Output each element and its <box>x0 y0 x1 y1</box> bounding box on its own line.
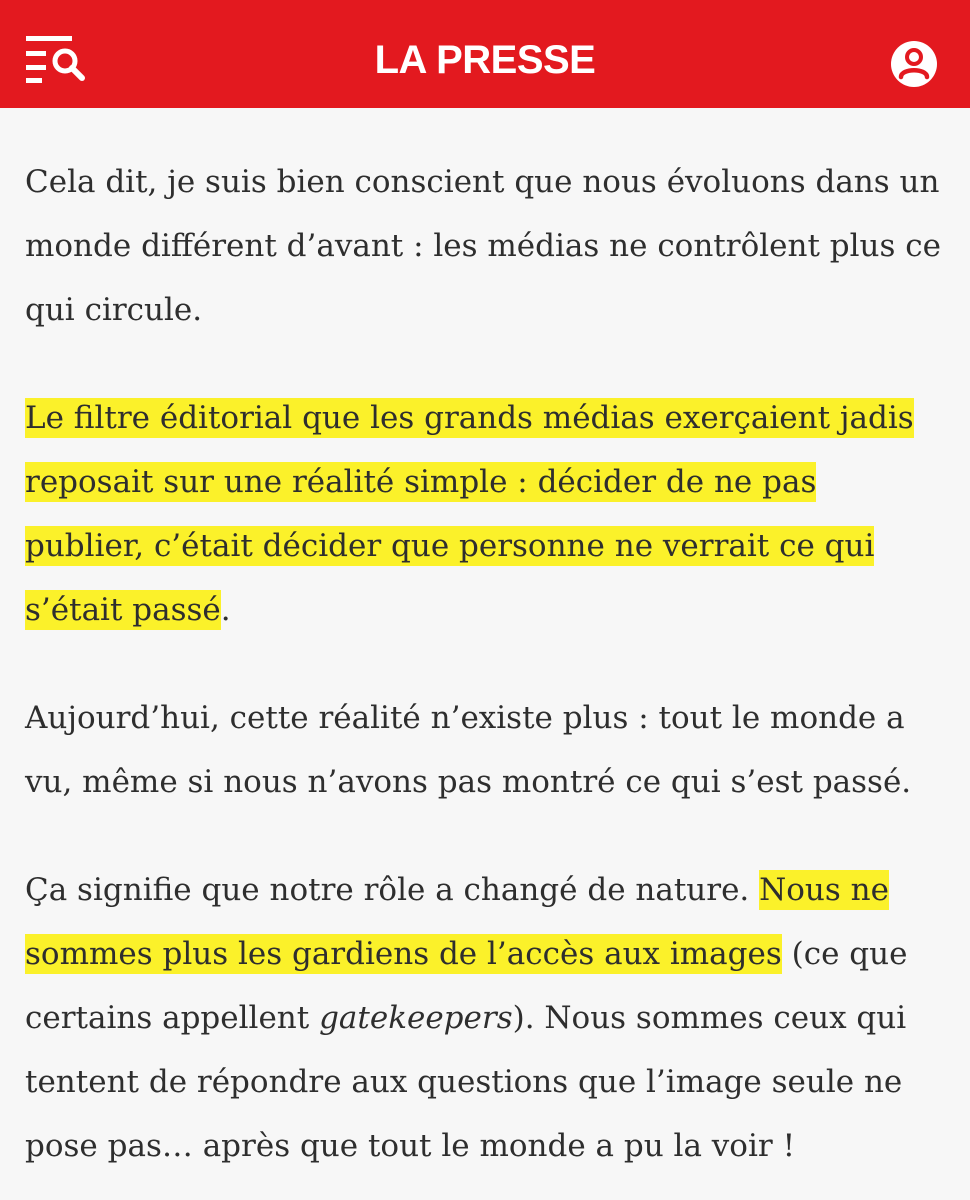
user-account-icon <box>890 40 938 88</box>
paragraph-text: . <box>220 592 231 628</box>
article-paragraph-3 <box>25 686 945 814</box>
article-paragraph-4 <box>25 858 945 1178</box>
paragraph-text: Aujourd’hui, cette réalité n’existe plus : tout le monde a vu, même si nous n’avons pas montré ce qui s’est passé. <box>25 700 912 800</box>
paragraph-text: ). Nous sommes ceux qui tentent de répondre aux questions que l’image seule ne pose pas… après que tout le monde a pu la voir ! <box>25 1000 907 1164</box>
paragraph-text: Cela dit, je suis bien conscient que nous évoluons dans un monde différent d’avant : les médias ne contrôlent plus ce qui circule. <box>25 164 941 328</box>
article-paragraph-1 <box>25 150 945 342</box>
paragraph-text: Ça signifie que notre rôle a changé de nature. <box>25 872 760 908</box>
top-navigation-bar <box>0 0 970 108</box>
article-paragraph-2 <box>25 386 945 642</box>
italic-term: gatekeepers <box>319 1000 513 1036</box>
paragraph-text: (ce que certains appellent <box>25 936 908 1036</box>
highlighted-passage: Nous ne sommes plus les gardiens de l’accès aux images <box>25 872 889 972</box>
highlighted-passage: Le filtre éditorial que les grands médias exerçaient jadis reposait sur une réalité simple : décider de ne pas publier, c’était décider que personne ne verrait ce qui s’était passé <box>25 400 914 628</box>
article-body <box>25 150 945 1200</box>
account-button[interactable] <box>890 40 938 88</box>
la-presse-logo[interactable]: LA PRESSE <box>374 38 596 82</box>
